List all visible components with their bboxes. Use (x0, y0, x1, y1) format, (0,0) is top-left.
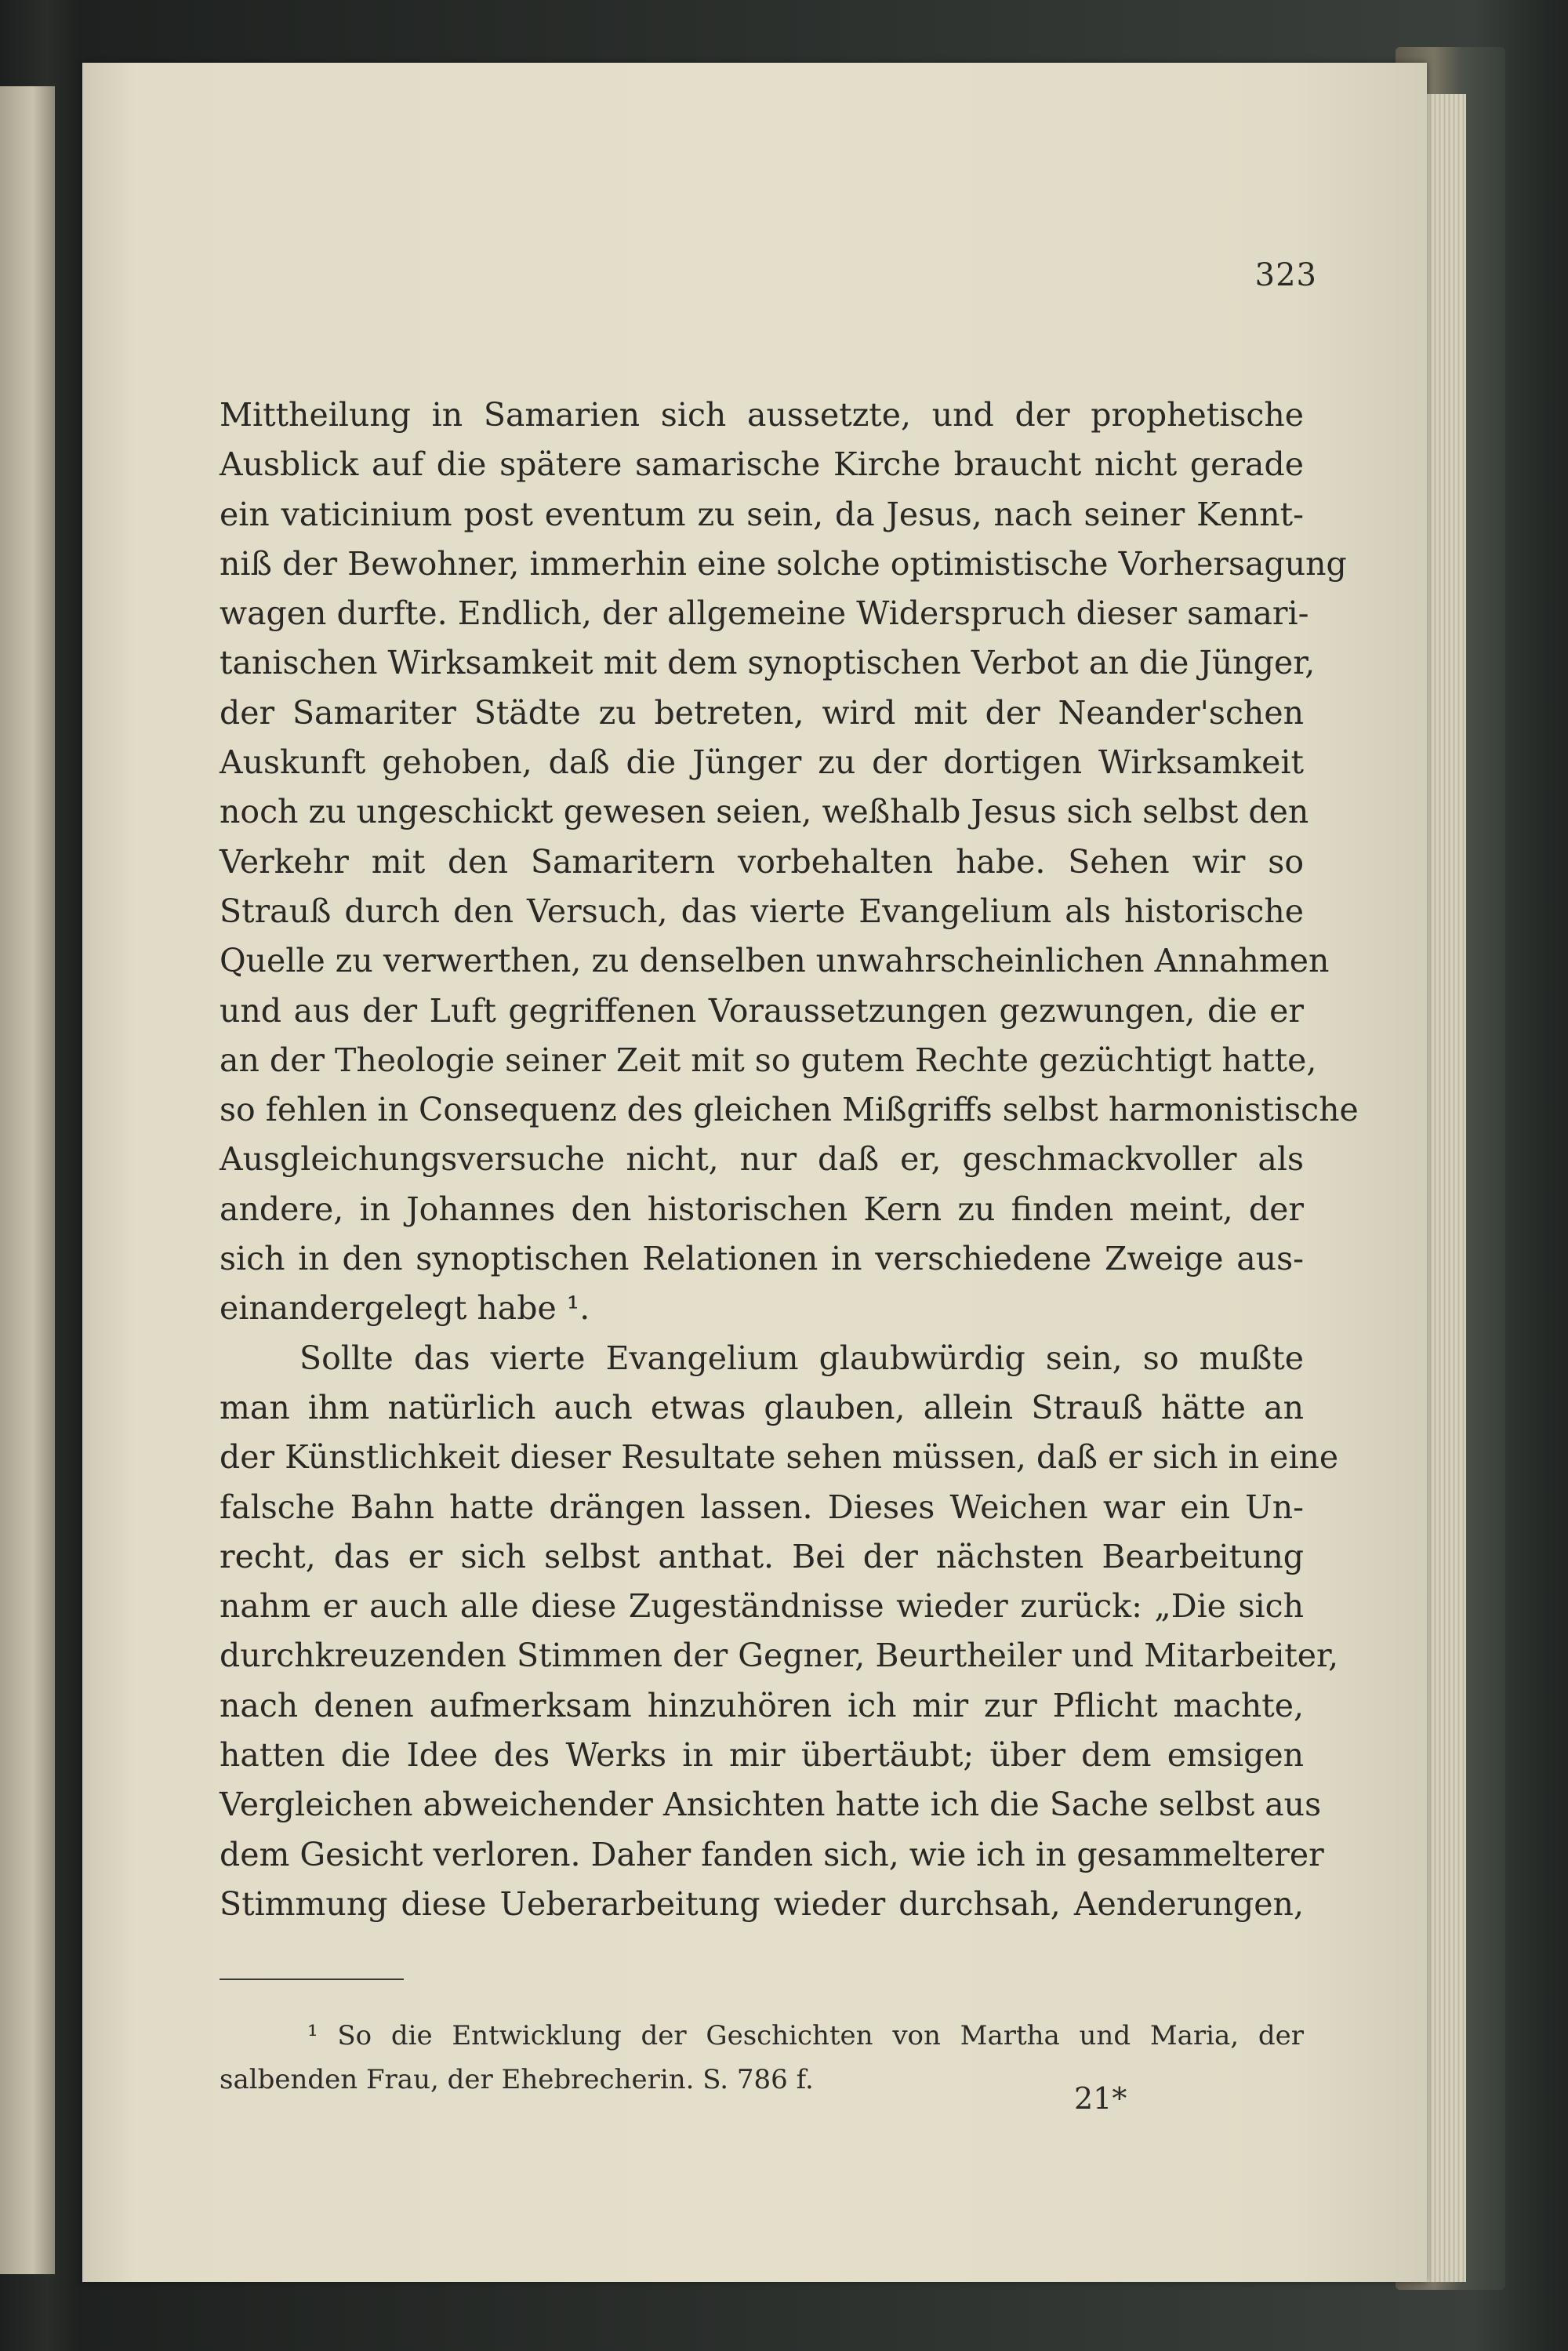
book-page (82, 63, 1427, 2282)
text-line: so fehlen in Consequenz des gleichen Mißgriffs selbst harmonistische (220, 1091, 1359, 1129)
footnote-divider (220, 1979, 404, 1980)
page-number: 323 (1254, 257, 1317, 293)
footnote-line: salbenden Frau, der Ehebrecherin. S. 786 f. (220, 2064, 814, 2095)
text-line: sich in den synoptischen Relationen in verschiedene Zweige aus- (220, 1240, 1304, 1278)
facing-page-edge (0, 86, 55, 2274)
text-line: nahm er auch alle diese Zugeständnisse wieder zurück: „Die sich (220, 1587, 1304, 1626)
text-line: dem Gesicht verloren. Daher fanden sich, wie ich in gesammelterer (220, 1835, 1324, 1873)
footnote-line: ¹ So die Entwicklung der Geschichten von Martha und Maria, der (307, 2020, 1304, 2051)
paragraph-end-line: einandergelegt habe ¹. (220, 1289, 590, 1328)
text-line: noch zu ungeschickt gewesen seien, weßhalb Jesus sich selbst den (220, 793, 1309, 831)
text-line: falsche Bahn hatte drängen lassen. Dieses Weichen war ein Un- (220, 1488, 1304, 1526)
text-line: Ausgleichungsversuche nicht, nur daß er, geschmackvoller als (220, 1140, 1304, 1179)
text-line: an der Theologie seiner Zeit mit so gutem Rechte gezüchtigt hatte, (220, 1041, 1317, 1079)
text-line: durchkreuzenden Stimmen der Gegner, Beurtheiler und Mitarbeiter, (220, 1637, 1339, 1675)
text-line: und aus der Luft gegriffenen Voraussetzungen gezwungen, die er (220, 991, 1304, 1030)
signature-mark: 21* (1074, 2081, 1127, 2116)
text-line: Strauß durch den Versuch, das vierte Evangelium als historische (220, 892, 1304, 930)
text-line: Stimmung diese Ueberarbeitung wieder durchsah, Aenderungen, (220, 1884, 1304, 1923)
text-line: der Künstlichkeit dieser Resultate sehen müssen, daß er sich in eine (220, 1438, 1339, 1477)
text-line: Mittheilung in Samarien sich aussetzte, und der prophetische (220, 396, 1304, 434)
text-line: Auskunft gehoben, daß die Jünger zu der dortigen Wirksamkeit (220, 743, 1304, 782)
text-line: wagen durfte. Endlich, der allgemeine Widerspruch dieser samari- (220, 594, 1309, 633)
text-line: recht, das er sich selbst anthat. Bei der nächsten Bearbeitung (220, 1537, 1304, 1575)
text-line: ein vaticinium post eventum zu sein, da Jesus, nach seiner Kennt- (220, 495, 1304, 533)
text-line: andere, in Johannes den historischen Kern zu finden meint, der (220, 1190, 1304, 1228)
paragraph-start-line: Sollte das vierte Evangelium glaubwürdig sein, so mußte (299, 1339, 1304, 1377)
body-text (220, 391, 1359, 1929)
text-line: Quelle zu verwerthen, zu denselben unwahrscheinlichen Annahmen (220, 942, 1330, 980)
footnotes (220, 2014, 1304, 2102)
text-line: Vergleichen abweichender Ansichten hatte ich die Sache selbst aus (220, 1786, 1322, 1824)
text-line: Verkehr mit den Samaritern vorbehalten habe. Sehen wir so (220, 842, 1304, 881)
text-line: Ausblick auf die spätere samarische Kirche braucht nicht gerade (220, 445, 1304, 484)
text-line: der Samariter Städte zu betreten, wird mit der Neander'schen (220, 693, 1304, 732)
text-line: nach denen aufmerksam hinzuhören ich mir zur Pflicht machte, (220, 1686, 1304, 1724)
text-line: hatten die Idee des Werks in mir übertäubt; über dem emsigen (220, 1736, 1304, 1775)
text-line: niß der Bewohner, immerhin eine solche optimistische Vorhersagung (220, 544, 1347, 583)
text-line: man ihm natürlich auch etwas glauben, allein Strauß hätte an (220, 1388, 1304, 1426)
text-line: tanischen Wirksamkeit mit dem synoptischen Verbot an die Jünger, (220, 644, 1316, 682)
